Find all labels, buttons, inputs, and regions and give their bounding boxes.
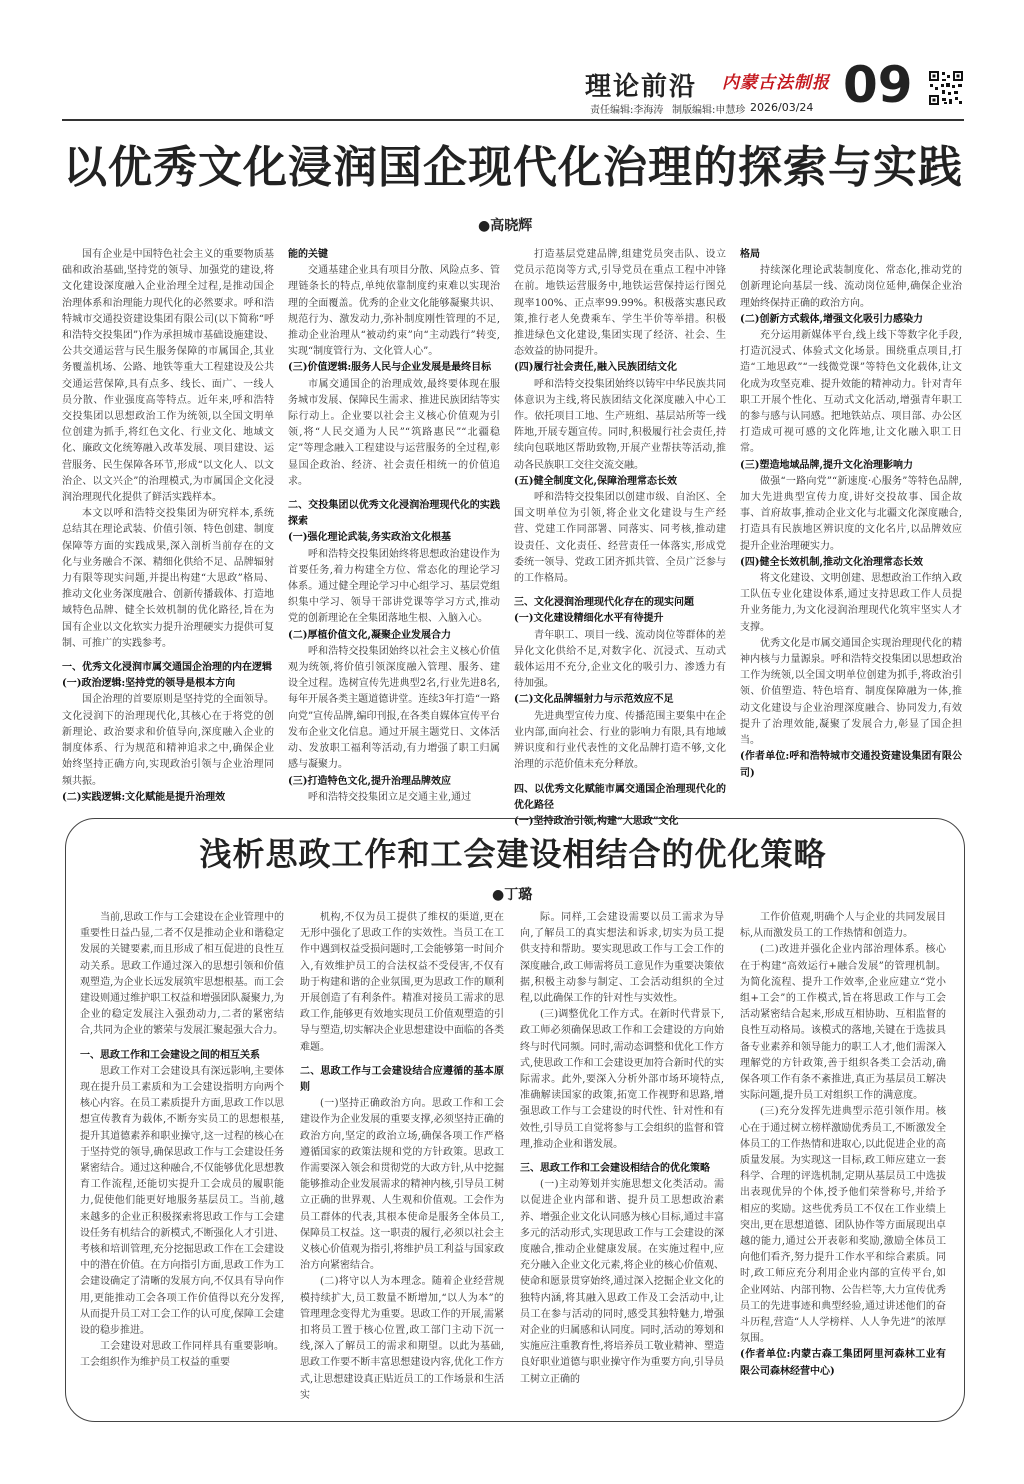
body-paragraph: 呼和浩特交投集团始终以铸牢中华民族共同体意识为主线,将民族团结文化深度融入中心工作。依托项目工地、生产班组、基层站所等一线阵地,开展专题宣传。同时,积极履行社会责任,持续向包联地区帮助致物,开展产业帮扶等活动,推动各民族职工交往交流交融。	[514, 378, 726, 471]
body-paragraph: (二)改进并强化企业内部治理体系。核心在于构建“高效运行+融合发展”的管理机制。为简化流程、提升工作效率,企业应建立“党小组+工会”的工作模式,旨在将思政工作与工会活动紧密结合起来,形成互相协助、互相监督的良性互动格局。该模式的落地,关键在于选拔具备专业素养和领导能力的职工人才,他们需深入理解党的方针政策,善于组织各类工会活动,确保各项工作有条不紊推进,真正为基层员工解决实际问题,提升员工对组织工作的满意度。	[740, 944, 946, 1102]
subsection-heading: (四)健全长效机制,推动文化治理常态长效	[740, 556, 923, 568]
body-paragraph: 思政工作对工会建设具有深远影响,主要体现在提升员工素质和为工会建设指明方向两个核心内容。在员工素质提升方面,思政工作以思想宣传教育为载体,不断夯实员工的思想根基,提升其道德素养和职业操守,这一过程的核心在于坚持党的领导,确保思政工作与工会建设任务紧密结合。通过这种融合,不仅能够优化思想教育工作流程,还能切实提升工会成员的履职能力,促使他们能更好地服务基层员工。当前,越来越多的企业正积极探索将思政工作与工会建设任务有机结合的新模式,不断强化人才引进、考核和培训管理,充分挖掘思政工作在工会建设中的潜在价值。在方向指引方面,思政工作为工会建设确定了清晰的发展方向,不仅具有导向作用,更能推动工会各项工作价值得以充分发挥,从而提升员工对工会工作的认可度,保障工会建设的稳步推进。	[80, 1065, 284, 1337]
body-paragraph: 交通基建企业具有项目分散、风险点多、管理链条长的特点,单纯依靠制度约束难以实现治理的全面覆盖。优秀的企业文化能够凝聚共识、规范行为、激发动力,弥补制度刚性管理的不足,推动企业治理从“被动约束”向“主动践行”转变,实现“制度管行为、文化管人心”。	[288, 265, 500, 358]
issue-date: 2026/03/24	[750, 101, 814, 114]
body-paragraph: 机构,不仅为员工提供了维权的渠道,更在无形中强化了思政工作的实效性。当员工在工作中遇到权益受损问题时,工会能够第一时间介入,有效维护员工的合法权益不受侵害,不仅有助于构建和谐的企业氛围,更为思政工作的顺利开展创造了有利条件。精准对接员工需求的思政工作,能够更有效地实现员工价值观塑造的引导与塑造,切实解决企业思想建设中面临的各类难题。	[300, 912, 504, 1053]
header-rule	[62, 119, 964, 121]
body-paragraph: (二)将守以人为本理念。随着企业经营规模持续扩大,员工数量不断增加,“以人为本”的管理理念变得尤为重要。思政工作的开展,需紧扣将员工置于核心位置,政工部门主动下沉一线,深入了解员工的需求和期望。以此为基础,思政工作要不断丰富思想建设内容,优化工作方式,让思想建设真正贴近员工的工作场景和生活实	[300, 1276, 504, 1401]
body-paragraph: 国企治理的首要原则是坚持党的全面领导。文化浸润下的治理现代化,其核心在于将党的创新理论、政治要求和价值导向,深度融入企业的制度体系、行为规范和精神追求之中,确保企业始终坚持正确方向,实现政治引领与企业治理同频共振。	[62, 694, 274, 787]
page-number: 09	[843, 56, 913, 114]
body-paragraph: 工会建设对思政工作同样具有重要影响。工会组织作为维护员工权益的重要	[80, 1341, 284, 1369]
subsection-heading: 能的关键	[288, 249, 328, 260]
body-paragraph: 呼和浩特交投集团立足交通主业,通过	[308, 791, 472, 803]
body-paragraph: 工作价值观,明确个人与企业的共同发展目标,从而激发员工的工作热情和创造力。	[740, 912, 946, 940]
article2-column-4	[740, 910, 946, 1410]
subsection-heading: (一)政治逻辑:坚持党的领导是根本方向	[62, 678, 236, 690]
section-heading: 三、思政工作和工会建设相结合的优化策略	[520, 1163, 710, 1175]
body-paragraph: 当前,思政工作与工会建设在企业管理中的重要性日益凸显,二者不仅是推动企业和谐稳定发展的关键要素,而且形成了相互促进的良性互动关系。思政工作通过深入的思想引领和价值观塑造,为企业长远发展筑牢思想根基。而工会建设则通过维护职工权益和增强团队凝聚力,为企业的稳定发展注入强劲动力,二者的紧密结合,共同为企业的繁荣与发展汇聚起强大合力。	[80, 912, 284, 1037]
section-heading: 一、优秀文化浸润市属交通国企治理的内在逻辑	[62, 662, 272, 674]
section-heading: 四、以优秀文化赋能市属交通国企治理现代化的优化路径	[514, 783, 726, 811]
subsection-heading: (四)履行社会责任,融入民族团结文化	[514, 362, 677, 374]
article1-column-2	[288, 247, 500, 803]
body-paragraph: 呼和浩特交投集团以创建市级、自治区、全国文明单位为引领,将企业文化建设与生产经营、党建工作同部署、同落实、同考核,推动建设责任、文化责任、经营责任一体落实,形成党委统一领导、党政工团齐抓共管、全员广泛参与的工作格局。	[514, 492, 726, 585]
body-paragraph: 呼和浩特交投集团始终以社会主义核心价值观为统领,将价值引领深度融入管理、服务、建设全过程。选树宣传先进典型2名,行业先进8名,每年开展各类主题道德讲堂。连续3年打造“一路向党”宣传品牌,编印刊报,在各类自媒体宣传平台发布企业文化信息。通过开展主题党日、文体活动、发放职工福利等活动,有力增强了职工归属感与凝聚力。	[288, 645, 500, 771]
section-name: 理论前沿	[585, 72, 698, 102]
body-paragraph: 优秀文化是市属交通国企实现治理现代化的精神内核与力量源泉。呼和浩特交投集团以思想政治工作为统领,以全国文明单位创建为抓手,将政治引领、价值塑造、特色培育、制度保障融为一体,推动文化建设与企业治理深度融合、协同发力,有效提升了治理效能,凝聚了发展合力,彰显了国企担当。	[740, 637, 962, 747]
article1-byline: ●高晓辉	[478, 218, 533, 234]
body-paragraph: 持续深化理论武装制度化、常态化,推动党的创新理论向基层一线、流动岗位延伸,确保企业治理始终保持正确的政治方向。	[740, 265, 962, 309]
body-paragraph: 打造基层党建品牌,组建党员突击队、设立党员示范岗等方式,引导党员在重点工程中冲锋在前。地铁运营服务中,地铁运营保持运行图兑现率100%、正点率99.99%。积极落实惠民政策,推行老人免费乘车、学生半价等举措。积极推进绿色文化建设,集团实现了经济、社会、生态效益的协同提升。	[514, 249, 726, 358]
body-paragraph: 市属交通国企的治理成效,最终要体现在服务城市发展、保障民生需求、推进民族团结等实际行动上。企业要以社会主义核心价值观为引领,将“人民交通为人民”“筑路惠民”“北疆稳定”等理念融入工程建设与运营服务的全过程,彰显国企政治、经济、社会责任相统一的价值追求。	[288, 378, 500, 487]
body-paragraph: 充分运用新媒体平台,线上线下等数字化手段,打造沉浸式、体验式文化场景。围绕重点项目,打造“工地思政”“一线微党课”等特色文化载体,让文化成为攻坚克难、提升效能的精神动力。针对青年职工开展个性化、互动式文化活动,增强青年职工的参与感与认同感。把地铁站点、项目部、办公区打造成可视可感的文化阵地,让文化融入职工日常。	[740, 330, 962, 455]
subsection-heading: 格局	[740, 249, 760, 260]
article1-column-3	[514, 247, 726, 827]
article2-column-3	[520, 910, 724, 1410]
subsection-heading: (二)实践逻辑:文化赋能是提升治理效	[62, 791, 226, 803]
subsection-heading: (二)厚植价值文化,凝聚企业发展合力	[288, 629, 451, 641]
subsection-heading: (二)文化品牌辐射力与示范效应不足	[514, 694, 674, 706]
section-heading: 一、思政工作和工会建设之间的相互关系	[80, 1049, 260, 1061]
body-paragraph: (一)坚持正确政治方向。思政工作和工会建设作为企业发展的重要支撑,必须坚持正确的政治方向,坚定的政治立场,确保各项工作严格遵循国家的政策法规和党的方针政策。思政工作需要深入领会和贯彻党的大政方针,从中挖掘能够推动企业发展需求的精神内核,引导员工树立正确的世界观、人生观和价值观。工会作为员工群体的代表,其根本使命是服务全体员工,保障员工权益。这一职责的履行,必须以社会主义核心价值观为指引,将维护员工利益与国家政治方向紧密结合。	[300, 1098, 504, 1272]
body-paragraph: 做强“一路向党”“新速度·心服务”等特色品牌,加大先进典型宣传力度,讲好交投故事、国企故事、首府故事,推动企业文化与北疆文化深度融合,打造具有民族地区辨识度的文化名片,以品牌效应提升企业治理硬实力。	[740, 475, 962, 552]
article2-title: 浅析思政工作和工会建设相结合的优化策略	[199, 835, 827, 873]
subsection-heading: (二)创新方式载体,增强文化吸引力感染力	[740, 313, 923, 325]
body-paragraph: 国有企业是中国特色社会主义的重要物质基础和政治基础,坚持党的领导、加强党的建设,将文化建设深度融入企业治理全过程,是推动国企治理体系和治理能力现代化的必然要求。呼和浩特城市交通投资建设集团有限公司(以下简称“呼和浩特交投集团”)作为承担城市基础设施建设、公共交通运营与民生服务保障的市属国企,其业务覆盖机场、公路、地铁等重大工程建设及公共交通运营保障,具有点多、线长、面广、一线人员分散、作业强度高等特点。近年来,呼和浩特交投集团以思想政治工作为统领,以全国文明单位创建为抓手,将红色文化、行业文化、地域文化、廉政文化统筹融入改革发展、项目建设、运营服务、民生保障各环节,形成“以文化人、以文治企、以文兴企”的治理模式,为市属国企文化浸润治理现代化提供了鲜活实践样本。	[62, 249, 274, 504]
body-paragraph: 本文以呼和浩特交投集团为研究样本,系统总结其在理论武装、价值引领、特色创建、制度保障等方面的实践成果,深入剖析当前存在的文化与业务融合不深、精细化供给不足、品牌辐射力有限等现实问题,并提出构建“大思政”格局、推动文化业务深度融合、创新传播载体、打造地域特色品牌、健全长效机制的优化路径,旨在为国有企业以文化软实力提升治理硬实力提供可复制、可推广的实践参考。	[62, 508, 274, 649]
section-heading: 二、交投集团以优秀文化浸润治理现代化的实践探索	[288, 500, 500, 528]
section-heading: 三、文化浸润治理现代化存在的现实问题	[514, 597, 694, 609]
body-paragraph: (一)主动筹划并实施思想文化类活动。需以促进企业内部和谐、提升员工思想政治素养、增强企业文化认同感为核心目标,通过丰富多元的活动形式,实现思政工作与工会建设的深度融合,推动企业健康发展。在实施过程中,应充分融入企业文化元素,将企业的核心价值观、使命和愿景贯穿始终,通过深入挖掘企业文化的独特内涵,将其融入思政工作及工会活动中,让员工在参与活动的同时,感受其独特魅力,增强对企业的归属感和认同度。同时,活动的筹划和实施应注重教育性,将培养员工敬业精神、塑造良好职业道德与职业操守作为重要方向,引导员工树立正确的	[520, 1179, 724, 1385]
article2-byline: ●丁璐	[492, 887, 533, 903]
subsection-heading: (三)打造特色文化,提升治理品牌效应	[288, 775, 451, 787]
body-paragraph: 青年职工、项目一线、流动岗位等群体的差异化文化供给不足,对数字化、沉浸式、互动式载体运用不充分,企业文化的吸引力、渗透力有待加强。	[514, 629, 726, 690]
subsection-heading: (一)坚持政治引领,构建“大思政”文化	[514, 815, 679, 827]
paper-logo: 内蒙古法制报	[722, 73, 830, 93]
producer-credit: 制版编辑:申慧珍	[672, 105, 746, 116]
subsection-heading: (一)文化建设精细化水平有待提升	[514, 613, 664, 625]
body-paragraph: 呼和浩特交投集团始终将思想政治建设作为首要任务,着力构建全方位、常态化的理论学习体系。通过健全理论学习中心组学习、基层党组织集中学习、领导干部讲党课等学习方式,推动党的创新理论在全集团落地生根、入脑入心。	[288, 548, 500, 625]
article1-column-1	[62, 247, 274, 803]
subsection-heading: (五)健全制度文化,保障治理常态长效	[514, 475, 677, 487]
article2-column-2	[300, 910, 504, 1410]
article1-column-4	[740, 247, 962, 803]
body-paragraph: (三)充分发挥先进典型示范引领作用。核心在于通过树立榜样激励优秀员工,不断激发全体员工的工作热情和进取心,以此促进企业的高质量发展。为实现这一目标,政工师应建立一套科学、合理的评选机制,定期从基层员工中选拔出表现优异的个体,授予他们荣誉称号,并给予相应的奖励。这些优秀员工不仅在工作业绩上突出,更在思想道德、团队协作等方面展现出卓越的能力,通过公开表彰和奖励,激励全体员工向他们看齐,努力提升工作水平和综合素质。同时,政工师应充分利用企业内部的宣传平台,如企业网站、内部刊物、公告栏等,大力宣传优秀员工的先进事迹和典型经验,通过讲述他们的奋斗历程,营造“人人学榜样、人人争先进”的浓厚氛围。	[740, 1106, 946, 1345]
subsection-heading: (三)塑造地域品牌,提升文化治理影响力	[740, 459, 913, 471]
body-paragraph: 将文化建设、文明创建、思想政治工作纳入政工队伍专业化建设体系,通过支持思政工作人员提升业务能力,为文化浸润治理现代化筑牢坚实人才支撑。	[740, 573, 962, 633]
section-heading: 二、思政工作与工会建设结合应遵循的基本原则	[300, 1065, 504, 1094]
article2-column-1	[80, 910, 284, 1410]
subsection-heading: (一)强化理论武装,务实政治文化根基	[288, 532, 451, 544]
body-paragraph: 际。同样,工会建设需要以员工需求为导向,了解员工的真实想法和诉求,切实为员工提供支持和帮助。要实现思政工作与工会工作的深度融合,政工师需将员工意见作为重要决策依据,积极主动参与制定、工会活动组织的全过程,以此确保工作的针对性与实效性。	[520, 912, 724, 1005]
qr-code-icon	[928, 70, 964, 106]
body-paragraph: (三)调整优化工作方式。在新时代背景下,政工师必须确保思政工作和工会建设的方向始终与时代同频。同时,需动态调整和优化工作方式,使思政工作和工会建设更加符合新时代的实际需求。此外,要深入分析外部市场环境特点,准确解读国家的政策,拓宽工作视野和思路,增强思政工作与工会建设的时代性、针对性和有效性,引导员工自觉将参与工会组织的监督和管理,推动企业和谐发展。	[520, 1009, 724, 1150]
subsection-heading: (三)价值逻辑:服务人民与企业发展是最终目标	[288, 362, 492, 374]
article1-title: 以优秀文化浸润国企现代化治理的探索与实践	[63, 142, 963, 193]
page-header	[0, 0, 1024, 125]
editor-credit: 责任编辑:李海涛	[590, 105, 664, 116]
author-affiliation: (作者单位:呼和浩特城市交通投资建设集团有限公司)	[740, 751, 962, 779]
author-affiliation: (作者单位:内蒙古森工集团阿里河森林工业有限公司森林经营中心)	[740, 1349, 946, 1377]
body-paragraph: 先进典型宣传力度、传播范围主要集中在企业内部,面向社会、行业的影响力有限,具有地域辨识度和行业代表性的文化品牌打造不够,文化治理的示范价值未充分释放。	[514, 710, 726, 771]
